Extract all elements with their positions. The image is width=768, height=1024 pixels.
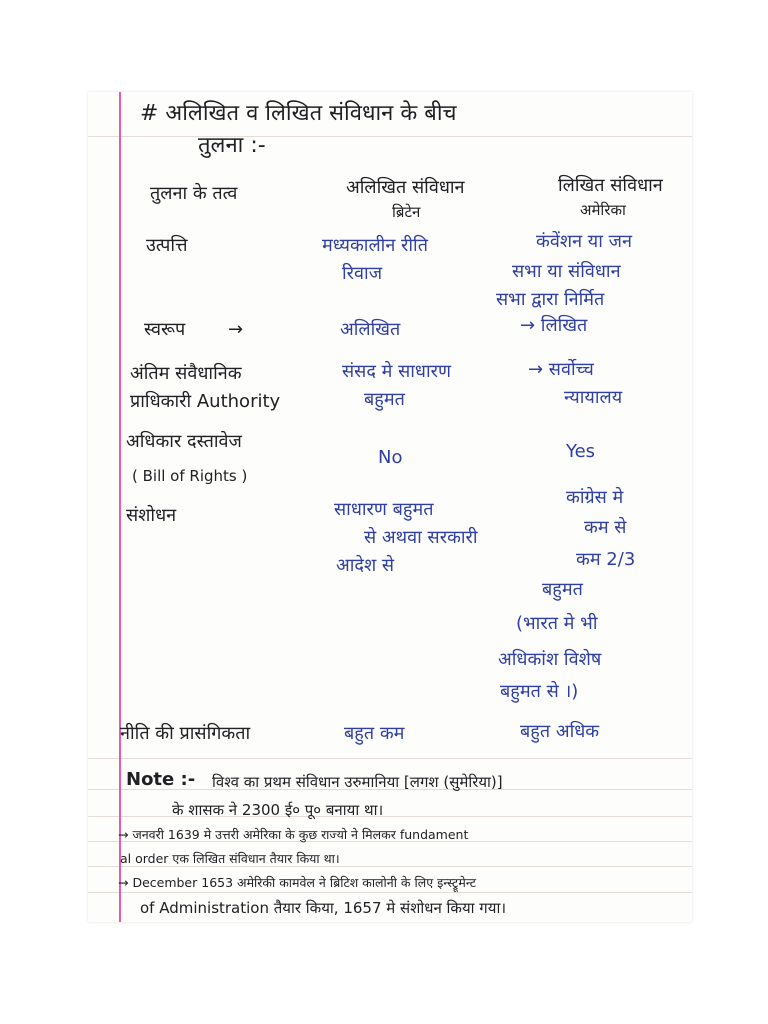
heading-line-1: # अलिखित व लिखित संविधान के बीच bbox=[140, 101, 457, 126]
note-line-1: विश्व का प्रथम संविधान उरुमानिया [लगश (सुमेरिया)] bbox=[212, 773, 503, 791]
row-origin-unwritten-2: रिवाज bbox=[342, 263, 383, 284]
ruled-line bbox=[88, 866, 692, 867]
row-amendment-unwritten-1: साधारण बहुमत bbox=[334, 499, 434, 520]
row-nature-written: → लिखित bbox=[520, 315, 588, 336]
ruled-line bbox=[88, 892, 692, 893]
row-authority-unwritten-1: संसद मे साधारण bbox=[342, 361, 452, 382]
row-authority-written-1: → सर्वोच्च bbox=[528, 359, 594, 380]
row-amendment-unwritten-3: आदेश से bbox=[336, 555, 395, 576]
row-origin-written-3: सभा द्वारा निर्मित bbox=[496, 289, 605, 310]
row-rights-label-2: ( Bill of Rights ) bbox=[132, 467, 248, 485]
row-amendment-unwritten-2: से अथवा सरकारी bbox=[364, 527, 478, 548]
column-header-unwritten-example: ब्रिटेन bbox=[392, 203, 421, 221]
column-label-elements: तुलना के तत्व bbox=[150, 183, 238, 204]
heading-line-2: तुलना :- bbox=[198, 133, 266, 158]
row-authority-unwritten-2: बहुमत bbox=[364, 389, 405, 410]
row-nature-unwritten: अलिखित bbox=[340, 319, 401, 340]
note-line-4: → December 1653 अमेरिकी कामवेल ने ब्रिटिश कालोनी के लिए इन्स्ट्रूमेन्ट bbox=[118, 875, 477, 890]
row-amendment-written-5: (भारत मे भी bbox=[516, 613, 598, 634]
row-amendment-written-6: अधिकांश विशेष bbox=[498, 649, 602, 670]
ruled-line bbox=[88, 136, 692, 137]
row-amendment-written-4: बहुमत bbox=[542, 579, 583, 600]
row-origin-unwritten-1: मध्यकालीन रीति bbox=[322, 235, 428, 256]
note-line-3b: al order एक लिखित संविधान तैयार किया था। bbox=[120, 851, 340, 866]
ruled-line bbox=[88, 758, 692, 759]
row-authority-label-2: प्राधिकारी Authority bbox=[130, 391, 281, 412]
row-relevance-written: बहुत अधिक bbox=[520, 721, 600, 742]
note-prefix: Note :- bbox=[126, 769, 196, 790]
column-header-written: लिखित संविधान bbox=[558, 175, 663, 196]
row-origin-written-1: कंवेंशन या जन bbox=[536, 231, 632, 252]
row-authority-written-2: न्यायालय bbox=[564, 387, 623, 408]
row-amendment-written-7: बहुमत से ।) bbox=[500, 681, 579, 702]
row-amendment-written-1: कांग्रेस मे bbox=[566, 487, 624, 508]
row-relevance-label: नीति की प्रासंगिकता bbox=[120, 723, 251, 744]
note-line-5: of Administration तैयार किया, 1657 मे संशोधन किया गया। bbox=[140, 899, 507, 917]
row-amendment-written-2: कम से bbox=[584, 517, 627, 538]
row-nature-arrow: → bbox=[228, 319, 244, 340]
row-amendment-label: संशोधन bbox=[126, 505, 177, 526]
note-line-2: के शासक ने 2300 ई० पू० बनाया था। bbox=[172, 801, 384, 819]
margin-line bbox=[119, 92, 121, 922]
row-nature-label: स्वरूप bbox=[144, 319, 186, 340]
row-origin-written-2: सभा या संविधान bbox=[512, 261, 621, 282]
column-header-written-example: अमेरिका bbox=[580, 201, 626, 219]
row-rights-unwritten: No bbox=[378, 447, 403, 468]
row-relevance-unwritten: बहुत कम bbox=[344, 723, 405, 744]
row-origin-label: उत्पत्ति bbox=[146, 235, 188, 256]
column-header-unwritten: अलिखित संविधान bbox=[346, 177, 465, 198]
row-rights-written: Yes bbox=[566, 441, 596, 462]
row-amendment-written-3: कम 2/3 bbox=[576, 549, 636, 570]
row-authority-label-1: अंतिम संवैधानिक bbox=[130, 363, 242, 384]
note-line-3a: → जनवरी 1639 मे उत्तरी अमेरिका के कुछ राज्यो ने मिलकर fundament bbox=[118, 827, 469, 842]
notebook-page bbox=[88, 92, 692, 922]
row-rights-label-1: अधिकार दस्तावेज bbox=[126, 431, 242, 452]
